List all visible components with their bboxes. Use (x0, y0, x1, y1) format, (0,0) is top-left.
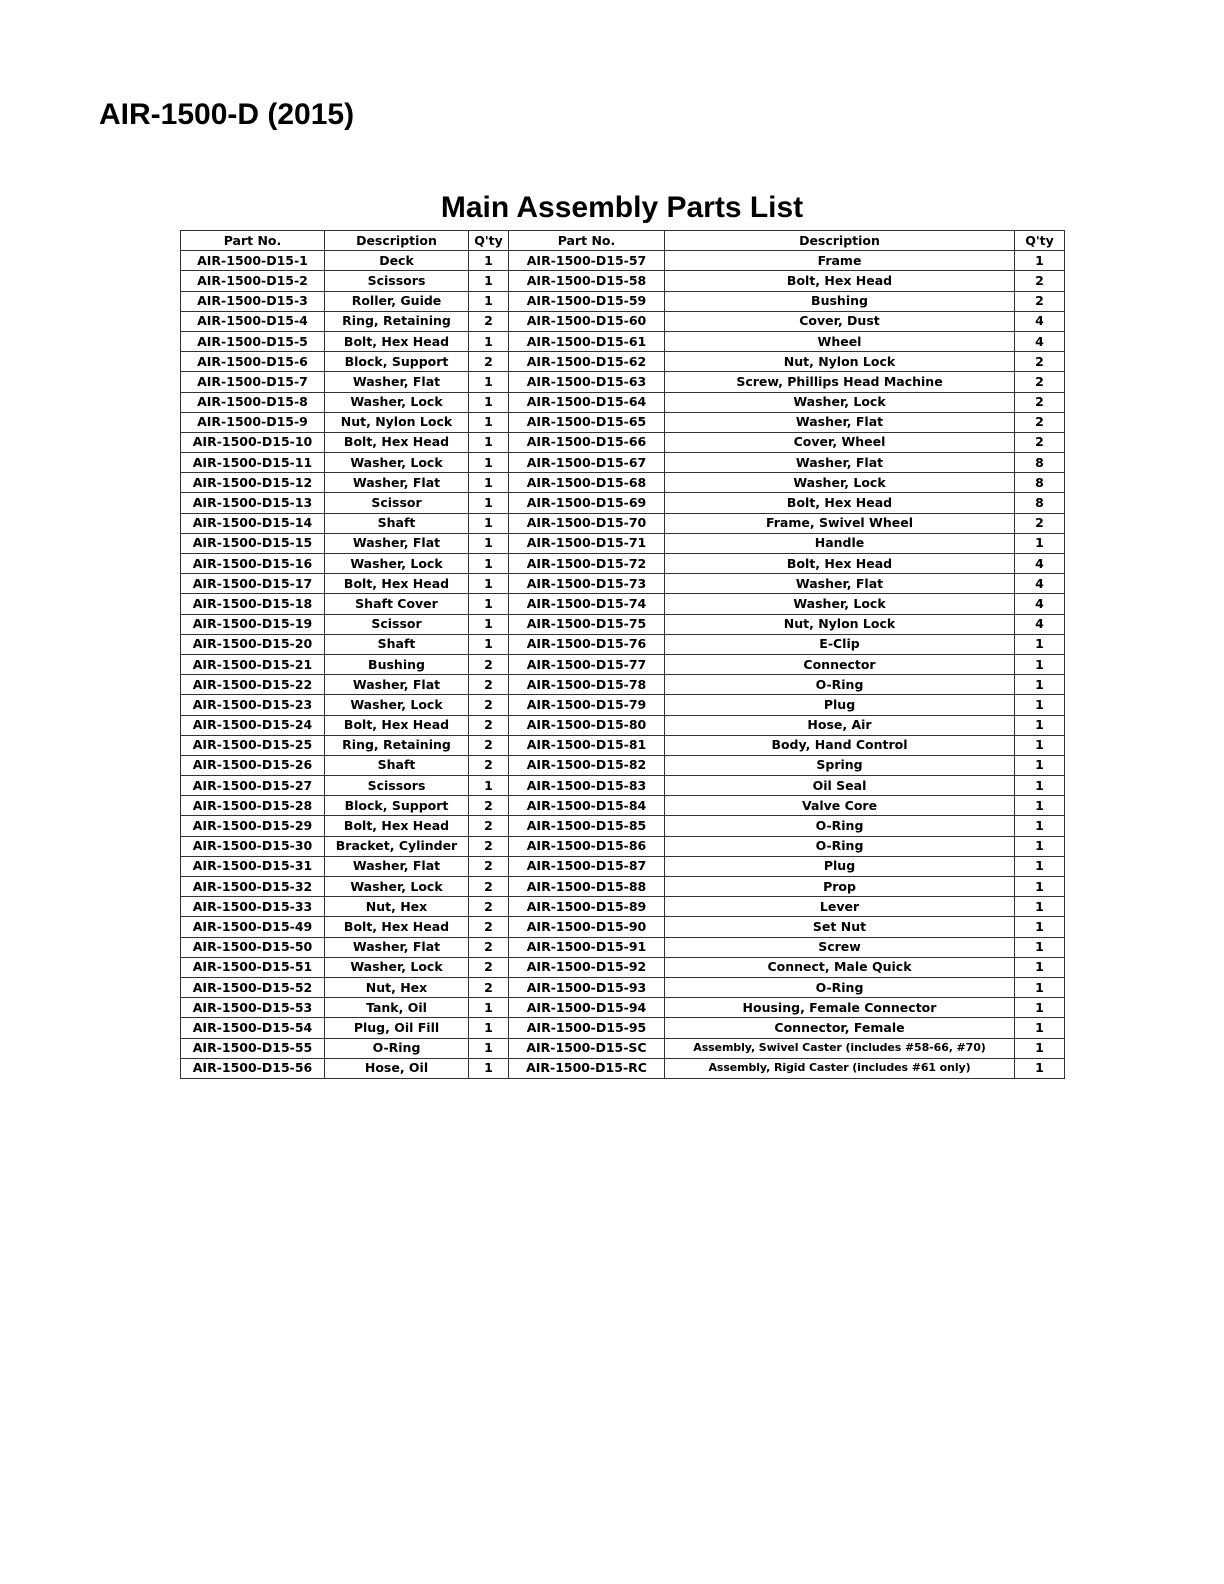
cell-qty-right: 1 (1015, 755, 1065, 775)
cell-description-right: Screw (665, 937, 1015, 957)
cell-part-no-right: AIR-1500-D15-76 (509, 634, 665, 654)
cell-description-left: Scissor (325, 614, 469, 634)
cell-description-right: Washer, Flat (665, 574, 1015, 594)
cell-qty-right: 1 (1015, 1038, 1065, 1058)
table-row (181, 432, 1065, 452)
table-row (181, 372, 1065, 392)
cell-description-left: Washer, Lock (325, 554, 469, 574)
cell-qty-left: 1 (469, 473, 509, 493)
cell-description-left: Shaft Cover (325, 594, 469, 614)
table-row (181, 392, 1065, 412)
table-row (181, 977, 1065, 997)
cell-description-right: Prop (665, 877, 1015, 897)
cell-qty-left: 1 (469, 533, 509, 553)
cell-description-right: Frame (665, 251, 1015, 271)
table-row (181, 352, 1065, 372)
cell-qty-left: 1 (469, 998, 509, 1018)
cell-qty-left: 2 (469, 816, 509, 836)
cell-part-no-right: AIR-1500-D15-77 (509, 654, 665, 674)
cell-description-left: Nut, Nylon Lock (325, 412, 469, 432)
header-description-left: Description (325, 231, 469, 251)
cell-description-right: Lever (665, 897, 1015, 917)
cell-description-right: Nut, Nylon Lock (665, 614, 1015, 634)
cell-part-no-left: AIR-1500-D15-25 (181, 735, 325, 755)
cell-part-no-right: AIR-1500-D15-85 (509, 816, 665, 836)
table-row (181, 453, 1065, 473)
cell-qty-right: 1 (1015, 251, 1065, 271)
cell-qty-right: 1 (1015, 877, 1065, 897)
table-row (181, 1058, 1065, 1078)
cell-part-no-left: AIR-1500-D15-52 (181, 977, 325, 997)
cell-qty-right: 1 (1015, 735, 1065, 755)
cell-part-no-left: AIR-1500-D15-7 (181, 372, 325, 392)
cell-part-no-left: AIR-1500-D15-11 (181, 453, 325, 473)
cell-part-no-left: AIR-1500-D15-50 (181, 937, 325, 957)
cell-qty-right: 1 (1015, 654, 1065, 674)
cell-qty-left: 1 (469, 1018, 509, 1038)
cell-qty-left: 1 (469, 634, 509, 654)
cell-part-no-right: AIR-1500-D15-61 (509, 331, 665, 351)
cell-part-no-left: AIR-1500-D15-16 (181, 554, 325, 574)
table-row (181, 856, 1065, 876)
cell-qty-right: 4 (1015, 574, 1065, 594)
cell-description-left: Shaft (325, 755, 469, 775)
cell-description-right: Housing, Female Connector (665, 998, 1015, 1018)
cell-part-no-left: AIR-1500-D15-28 (181, 796, 325, 816)
cell-description-right: Plug (665, 856, 1015, 876)
cell-description-left: O-Ring (325, 1038, 469, 1058)
cell-part-no-right: AIR-1500-D15-80 (509, 715, 665, 735)
cell-part-no-right: AIR-1500-D15-59 (509, 291, 665, 311)
cell-description-left: Washer, Flat (325, 533, 469, 553)
cell-part-no-right: AIR-1500-D15-90 (509, 917, 665, 937)
cell-qty-left: 1 (469, 493, 509, 513)
cell-part-no-right: AIR-1500-D15-82 (509, 755, 665, 775)
cell-qty-left: 1 (469, 251, 509, 271)
cell-qty-left: 2 (469, 715, 509, 735)
cell-part-no-right: AIR-1500-D15-69 (509, 493, 665, 513)
table-row (181, 614, 1065, 634)
cell-description-right: Connector (665, 654, 1015, 674)
cell-part-no-right: AIR-1500-D15-66 (509, 432, 665, 452)
cell-description-left: Scissor (325, 493, 469, 513)
cell-description-left: Washer, Lock (325, 957, 469, 977)
cell-description-right: O-Ring (665, 675, 1015, 695)
cell-description-right: Screw, Phillips Head Machine (665, 372, 1015, 392)
table-row (181, 574, 1065, 594)
cell-qty-right: 1 (1015, 836, 1065, 856)
table-row (181, 634, 1065, 654)
cell-qty-right: 4 (1015, 594, 1065, 614)
cell-part-no-right: AIR-1500-D15-81 (509, 735, 665, 755)
cell-description-right: Valve Core (665, 796, 1015, 816)
cell-description-right: Bushing (665, 291, 1015, 311)
cell-part-no-right: AIR-1500-D15-63 (509, 372, 665, 392)
cell-qty-left: 1 (469, 513, 509, 533)
table-row (181, 493, 1065, 513)
cell-qty-left: 1 (469, 432, 509, 452)
cell-description-left: Bracket, Cylinder (325, 836, 469, 856)
cell-qty-right: 1 (1015, 1058, 1065, 1078)
cell-description-left: Roller, Guide (325, 291, 469, 311)
cell-description-left: Ring, Retaining (325, 735, 469, 755)
table-row (181, 695, 1065, 715)
cell-qty-left: 2 (469, 796, 509, 816)
cell-part-no-right: AIR-1500-D15-93 (509, 977, 665, 997)
table-row (181, 998, 1065, 1018)
cell-description-left: Washer, Lock (325, 453, 469, 473)
table-row (181, 735, 1065, 755)
cell-qty-left: 1 (469, 453, 509, 473)
cell-qty-left: 1 (469, 1058, 509, 1078)
cell-qty-left: 1 (469, 1038, 509, 1058)
cell-part-no-left: AIR-1500-D15-1 (181, 251, 325, 271)
cell-part-no-right: AIR-1500-D15-95 (509, 1018, 665, 1038)
cell-qty-right: 1 (1015, 897, 1065, 917)
cell-part-no-left: AIR-1500-D15-31 (181, 856, 325, 876)
cell-part-no-left: AIR-1500-D15-18 (181, 594, 325, 614)
cell-qty-left: 2 (469, 917, 509, 937)
cell-qty-right: 8 (1015, 493, 1065, 513)
cell-description-left: Block, Support (325, 352, 469, 372)
cell-qty-right: 2 (1015, 513, 1065, 533)
cell-part-no-left: AIR-1500-D15-10 (181, 432, 325, 452)
cell-part-no-left: AIR-1500-D15-6 (181, 352, 325, 372)
table-row (181, 311, 1065, 331)
cell-qty-left: 2 (469, 937, 509, 957)
cell-description-left: Ring, Retaining (325, 311, 469, 331)
cell-part-no-left: AIR-1500-D15-51 (181, 957, 325, 977)
table-row (181, 675, 1065, 695)
cell-qty-left: 2 (469, 735, 509, 755)
table-row (181, 816, 1065, 836)
cell-description-right: O-Ring (665, 836, 1015, 856)
cell-qty-left: 2 (469, 897, 509, 917)
cell-description-left: Washer, Flat (325, 856, 469, 876)
cell-part-no-left: AIR-1500-D15-14 (181, 513, 325, 533)
cell-part-no-right: AIR-1500-D15-RC (509, 1058, 665, 1078)
cell-qty-left: 2 (469, 695, 509, 715)
cell-part-no-left: AIR-1500-D15-54 (181, 1018, 325, 1038)
table-row (181, 291, 1065, 311)
table-row (181, 251, 1065, 271)
cell-description-left: Washer, Flat (325, 937, 469, 957)
table-title: Main Assembly Parts List (440, 191, 804, 224)
cell-description-left: Deck (325, 251, 469, 271)
cell-description-right: E-Clip (665, 634, 1015, 654)
cell-description-left: Scissors (325, 776, 469, 796)
cell-part-no-right: AIR-1500-D15-SC (509, 1038, 665, 1058)
cell-qty-left: 1 (469, 392, 509, 412)
cell-description-left: Washer, Lock (325, 877, 469, 897)
cell-part-no-left: AIR-1500-D15-4 (181, 311, 325, 331)
cell-description-left: Bolt, Hex Head (325, 816, 469, 836)
header-part-no-left: Part No. (181, 231, 325, 251)
cell-part-no-right: AIR-1500-D15-71 (509, 533, 665, 553)
cell-qty-right: 2 (1015, 291, 1065, 311)
cell-qty-right: 1 (1015, 1018, 1065, 1038)
cell-description-right: Frame, Swivel Wheel (665, 513, 1015, 533)
cell-part-no-left: AIR-1500-D15-32 (181, 877, 325, 897)
cell-part-no-right: AIR-1500-D15-62 (509, 352, 665, 372)
cell-part-no-left: AIR-1500-D15-19 (181, 614, 325, 634)
table-row (181, 554, 1065, 574)
cell-description-right: Wheel (665, 331, 1015, 351)
cell-description-right: Assembly, Swivel Caster (includes #58-66, #70) (665, 1038, 1015, 1058)
cell-qty-right: 1 (1015, 533, 1065, 553)
cell-description-right: Nut, Nylon Lock (665, 352, 1015, 372)
cell-description-left: Washer, Lock (325, 695, 469, 715)
cell-part-no-right: AIR-1500-D15-86 (509, 836, 665, 856)
cell-part-no-right: AIR-1500-D15-88 (509, 877, 665, 897)
cell-part-no-left: AIR-1500-D15-33 (181, 897, 325, 917)
cell-part-no-right: AIR-1500-D15-60 (509, 311, 665, 331)
table-row (181, 715, 1065, 735)
cell-qty-left: 2 (469, 675, 509, 695)
cell-qty-left: 1 (469, 271, 509, 291)
cell-description-right: Set Nut (665, 917, 1015, 937)
parts-table (180, 230, 1065, 1079)
cell-description-right: Assembly, Rigid Caster (includes #61 only) (665, 1058, 1015, 1078)
cell-part-no-right: AIR-1500-D15-94 (509, 998, 665, 1018)
cell-description-right: Washer, Lock (665, 473, 1015, 493)
cell-description-left: Nut, Hex (325, 897, 469, 917)
cell-description-right: Bolt, Hex Head (665, 554, 1015, 574)
cell-qty-right: 1 (1015, 675, 1065, 695)
cell-description-left: Bolt, Hex Head (325, 331, 469, 351)
cell-description-left: Washer, Flat (325, 372, 469, 392)
cell-qty-left: 2 (469, 836, 509, 856)
cell-description-left: Bolt, Hex Head (325, 917, 469, 937)
cell-part-no-left: AIR-1500-D15-24 (181, 715, 325, 735)
document-title: AIR-1500-D (2015) (99, 98, 355, 131)
table-header-row (181, 231, 1065, 251)
cell-qty-right: 4 (1015, 614, 1065, 634)
cell-part-no-left: AIR-1500-D15-29 (181, 816, 325, 836)
table-row (181, 1038, 1065, 1058)
cell-qty-right: 2 (1015, 352, 1065, 372)
cell-description-right: Spring (665, 755, 1015, 775)
cell-qty-right: 1 (1015, 998, 1065, 1018)
table-row (181, 331, 1065, 351)
cell-qty-right: 1 (1015, 937, 1065, 957)
cell-qty-right: 1 (1015, 957, 1065, 977)
cell-description-right: Bolt, Hex Head (665, 493, 1015, 513)
cell-description-left: Bolt, Hex Head (325, 715, 469, 735)
cell-qty-right: 1 (1015, 856, 1065, 876)
cell-qty-right: 4 (1015, 554, 1065, 574)
cell-part-no-left: AIR-1500-D15-2 (181, 271, 325, 291)
cell-description-left: Washer, Lock (325, 392, 469, 412)
cell-qty-left: 2 (469, 755, 509, 775)
cell-qty-right: 2 (1015, 372, 1065, 392)
cell-description-right: Washer, Lock (665, 594, 1015, 614)
cell-part-no-right: AIR-1500-D15-78 (509, 675, 665, 695)
table-row (181, 1018, 1065, 1038)
cell-part-no-right: AIR-1500-D15-67 (509, 453, 665, 473)
cell-part-no-right: AIR-1500-D15-89 (509, 897, 665, 917)
cell-qty-left: 1 (469, 331, 509, 351)
cell-qty-left: 1 (469, 614, 509, 634)
table-row (181, 513, 1065, 533)
cell-qty-left: 1 (469, 291, 509, 311)
cell-part-no-right: AIR-1500-D15-75 (509, 614, 665, 634)
cell-qty-left: 2 (469, 977, 509, 997)
table-row (181, 836, 1065, 856)
cell-part-no-left: AIR-1500-D15-9 (181, 412, 325, 432)
cell-description-right: Washer, Flat (665, 453, 1015, 473)
cell-description-right: Bolt, Hex Head (665, 271, 1015, 291)
cell-part-no-left: AIR-1500-D15-3 (181, 291, 325, 311)
cell-qty-right: 4 (1015, 311, 1065, 331)
cell-part-no-left: AIR-1500-D15-26 (181, 755, 325, 775)
cell-qty-right: 2 (1015, 271, 1065, 291)
cell-part-no-right: AIR-1500-D15-79 (509, 695, 665, 715)
cell-qty-left: 1 (469, 412, 509, 432)
header-qty-left: Q'ty (469, 231, 509, 251)
cell-description-left: Bushing (325, 654, 469, 674)
cell-description-right: Washer, Flat (665, 412, 1015, 432)
cell-description-right: Cover, Wheel (665, 432, 1015, 452)
cell-part-no-right: AIR-1500-D15-84 (509, 796, 665, 816)
cell-description-left: Hose, Oil (325, 1058, 469, 1078)
cell-part-no-right: AIR-1500-D15-64 (509, 392, 665, 412)
cell-qty-right: 8 (1015, 453, 1065, 473)
cell-qty-left: 2 (469, 352, 509, 372)
cell-description-right: Connector, Female (665, 1018, 1015, 1038)
cell-description-right: Handle (665, 533, 1015, 553)
cell-part-no-left: AIR-1500-D15-22 (181, 675, 325, 695)
cell-qty-left: 1 (469, 554, 509, 574)
cell-part-no-left: AIR-1500-D15-55 (181, 1038, 325, 1058)
cell-description-left: Block, Support (325, 796, 469, 816)
cell-part-no-left: AIR-1500-D15-12 (181, 473, 325, 493)
cell-description-left: Shaft (325, 634, 469, 654)
cell-description-left: Bolt, Hex Head (325, 432, 469, 452)
header-part-no-right: Part No. (509, 231, 665, 251)
cell-qty-right: 4 (1015, 331, 1065, 351)
table-row (181, 957, 1065, 977)
cell-part-no-left: AIR-1500-D15-5 (181, 331, 325, 351)
cell-description-left: Scissors (325, 271, 469, 291)
cell-qty-left: 2 (469, 877, 509, 897)
cell-description-left: Plug, Oil Fill (325, 1018, 469, 1038)
cell-qty-right: 1 (1015, 977, 1065, 997)
table-row (181, 937, 1065, 957)
cell-qty-right: 1 (1015, 917, 1065, 937)
cell-part-no-right: AIR-1500-D15-87 (509, 856, 665, 876)
cell-qty-right: 1 (1015, 816, 1065, 836)
cell-part-no-right: AIR-1500-D15-91 (509, 937, 665, 957)
cell-description-right: Plug (665, 695, 1015, 715)
cell-description-left: Nut, Hex (325, 977, 469, 997)
cell-part-no-right: AIR-1500-D15-68 (509, 473, 665, 493)
table-row (181, 917, 1065, 937)
cell-qty-right: 1 (1015, 695, 1065, 715)
table-row (181, 654, 1065, 674)
table-row (181, 776, 1065, 796)
cell-qty-right: 2 (1015, 432, 1065, 452)
cell-qty-left: 2 (469, 311, 509, 331)
cell-description-right: Body, Hand Control (665, 735, 1015, 755)
cell-qty-right: 1 (1015, 715, 1065, 735)
table-row (181, 897, 1065, 917)
table-row (181, 271, 1065, 291)
cell-part-no-left: AIR-1500-D15-49 (181, 917, 325, 937)
cell-qty-right: 1 (1015, 776, 1065, 796)
cell-part-no-right: AIR-1500-D15-70 (509, 513, 665, 533)
cell-qty-right: 1 (1015, 796, 1065, 816)
cell-part-no-left: AIR-1500-D15-53 (181, 998, 325, 1018)
cell-description-left: Washer, Flat (325, 675, 469, 695)
cell-part-no-left: AIR-1500-D15-21 (181, 654, 325, 674)
cell-part-no-left: AIR-1500-D15-13 (181, 493, 325, 513)
cell-qty-left: 2 (469, 856, 509, 876)
cell-part-no-right: AIR-1500-D15-72 (509, 554, 665, 574)
cell-part-no-right: AIR-1500-D15-92 (509, 957, 665, 977)
cell-description-left: Shaft (325, 513, 469, 533)
parts-table-body (181, 251, 1065, 1079)
table-row (181, 755, 1065, 775)
cell-part-no-right: AIR-1500-D15-73 (509, 574, 665, 594)
cell-part-no-left: AIR-1500-D15-30 (181, 836, 325, 856)
table-row (181, 796, 1065, 816)
cell-description-left: Bolt, Hex Head (325, 574, 469, 594)
cell-description-right: Cover, Dust (665, 311, 1015, 331)
header-description-right: Description (665, 231, 1015, 251)
cell-qty-right: 2 (1015, 392, 1065, 412)
cell-part-no-left: AIR-1500-D15-15 (181, 533, 325, 553)
cell-part-no-left: AIR-1500-D15-23 (181, 695, 325, 715)
cell-description-right: O-Ring (665, 816, 1015, 836)
cell-qty-left: 2 (469, 957, 509, 977)
cell-part-no-left: AIR-1500-D15-20 (181, 634, 325, 654)
table-row (181, 473, 1065, 493)
cell-description-right: Hose, Air (665, 715, 1015, 735)
cell-qty-right: 8 (1015, 473, 1065, 493)
table-row (181, 533, 1065, 553)
cell-part-no-right: AIR-1500-D15-74 (509, 594, 665, 614)
cell-qty-left: 1 (469, 594, 509, 614)
header-qty-right: Q'ty (1015, 231, 1065, 251)
cell-part-no-right: AIR-1500-D15-57 (509, 251, 665, 271)
cell-description-right: Oil Seal (665, 776, 1015, 796)
cell-qty-left: 1 (469, 574, 509, 594)
cell-part-no-left: AIR-1500-D15-27 (181, 776, 325, 796)
cell-description-left: Washer, Flat (325, 473, 469, 493)
cell-part-no-left: AIR-1500-D15-56 (181, 1058, 325, 1078)
cell-part-no-left: AIR-1500-D15-17 (181, 574, 325, 594)
cell-description-right: O-Ring (665, 977, 1015, 997)
cell-qty-right: 2 (1015, 412, 1065, 432)
cell-qty-left: 1 (469, 372, 509, 392)
table-row (181, 594, 1065, 614)
cell-qty-left: 2 (469, 654, 509, 674)
cell-qty-left: 1 (469, 776, 509, 796)
cell-description-right: Washer, Lock (665, 392, 1015, 412)
cell-qty-right: 1 (1015, 634, 1065, 654)
table-row (181, 412, 1065, 432)
cell-part-no-right: AIR-1500-D15-65 (509, 412, 665, 432)
cell-part-no-right: AIR-1500-D15-83 (509, 776, 665, 796)
cell-description-right: Connect, Male Quick (665, 957, 1015, 977)
cell-part-no-left: AIR-1500-D15-8 (181, 392, 325, 412)
cell-description-left: Tank, Oil (325, 998, 469, 1018)
table-row (181, 877, 1065, 897)
cell-part-no-right: AIR-1500-D15-58 (509, 271, 665, 291)
